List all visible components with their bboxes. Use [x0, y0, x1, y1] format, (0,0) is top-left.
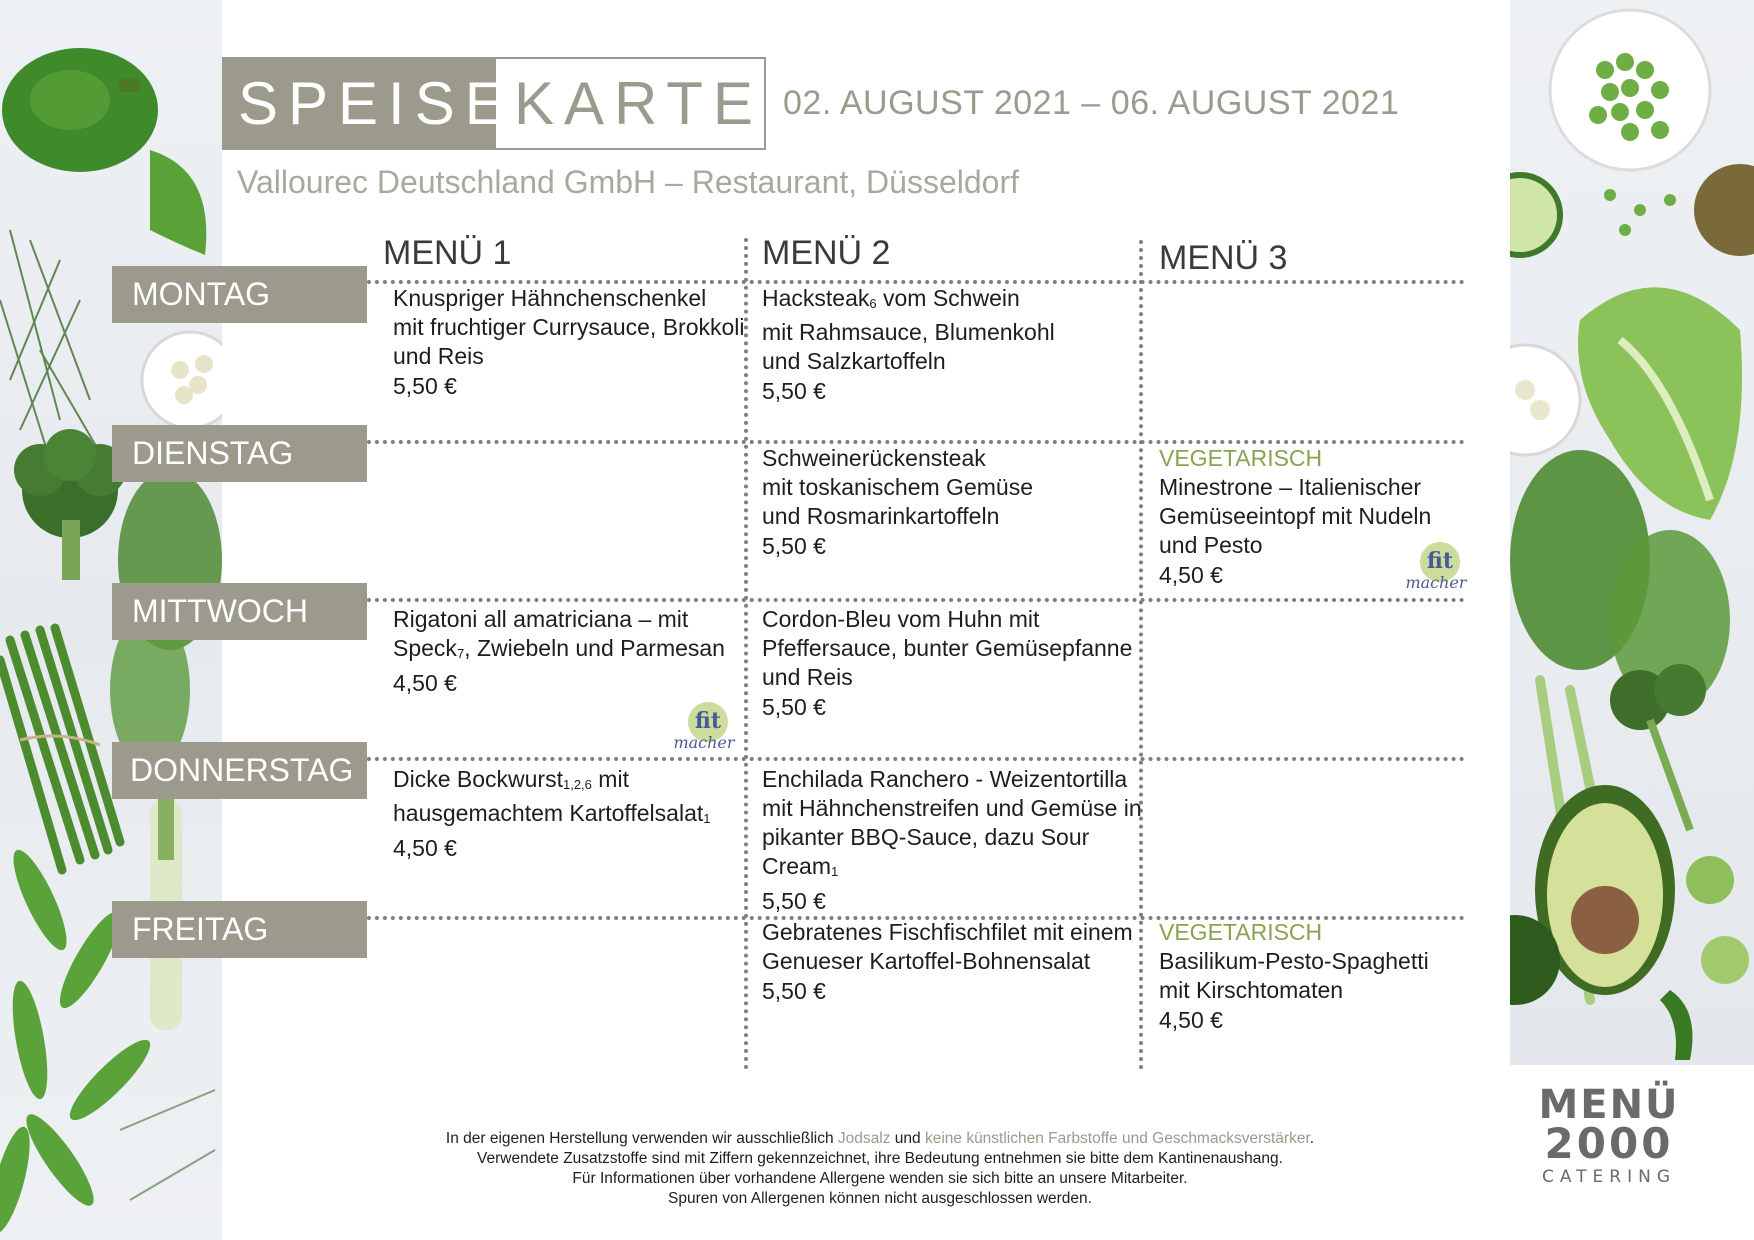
dish-price: 4,50 €	[1159, 562, 1223, 588]
dish-price: 4,50 €	[393, 835, 457, 861]
day-label-mittwoch: MITTWOCH	[112, 583, 367, 640]
dish-line: Genueser Kartoffel-Bohnensalat	[762, 948, 1091, 974]
dish-mittwoch-menu2	[762, 605, 1132, 722]
row-divider-mittwoch	[335, 598, 1465, 602]
fitmacher-stamp-icon	[668, 700, 742, 754]
dish-line: Pfeffersauce, bunter Gemüsepfanne	[762, 635, 1133, 661]
dish-line: mit Rahmsauce, Blumenkohl	[762, 319, 1055, 345]
dish-price: 5,50 €	[762, 694, 826, 720]
menu2000-catering-logo	[1514, 1080, 1704, 1190]
day-label-dienstag: DIENSTAG	[112, 425, 367, 482]
dish-price: 4,50 €	[393, 670, 457, 696]
dish-line: und Pesto	[1159, 532, 1263, 558]
dish-montag-menu1	[393, 284, 745, 401]
dish-price: 5,50 €	[393, 373, 457, 399]
footer-notes	[300, 1129, 1460, 1209]
vegetarian-tag: VEGETARISCH	[1159, 919, 1323, 945]
dish-price: 5,50 €	[762, 978, 826, 1004]
dish-line: Hacksteak$_6$ vom Schwein	[762, 285, 1020, 311]
vegetable-photo-right	[1510, 0, 1754, 1065]
dish-line: hausgemachtem Kartoffelsalat$_1$	[393, 800, 711, 826]
dish-line: Minestrone – Italienischer	[1159, 474, 1422, 500]
dish-price: 5,50 €	[762, 888, 826, 914]
dish-donnerstag-menu2	[762, 765, 1142, 916]
svg-text:MENÜ: MENÜ	[1538, 1082, 1680, 1128]
dish-freitag-menu3	[1159, 918, 1429, 1035]
svg-text:fit: fit	[1426, 548, 1454, 574]
dish-line: Gebratenes Fischfischfilet mit einem	[762, 919, 1133, 945]
dish-line: mit toskanischem Gemüse	[762, 474, 1033, 500]
dish-line: Cream$_1$	[762, 853, 839, 879]
svg-text:2000: 2000	[1544, 1119, 1674, 1168]
dish-mittwoch-menu1	[393, 605, 725, 698]
footer-line-4: Spuren von Allergenen können nicht ausgeschlossen werden.	[668, 1190, 1092, 1207]
footer-line-2: Verwendete Zusatzstoffe sind mit Ziffern gekennzeichnet, ihre Bedeutung entnehmen sie bitte dem Kantinenaushang.	[477, 1150, 1283, 1167]
svg-text:fit: fit	[694, 708, 722, 734]
dish-line: Rigatoni all amatriciana – mit	[393, 606, 689, 632]
dish-line: Dicke Bockwurst$_{1,2,6}$ mit	[393, 766, 629, 792]
day-label-freitag: FREITAG	[112, 901, 367, 958]
dish-price: 4,50 €	[1159, 1007, 1223, 1033]
footer-line-1: In der eigenen Herstellung verwenden wir ausschließlich Jodsalz und keine künstlichen Farbstoffe und Geschmacksverstärker.	[445, 1130, 1315, 1147]
svg-text:CATERING: CATERING	[1541, 1167, 1677, 1187]
dish-line: mit fruchtiger Currysauce, Brokkoli	[393, 314, 745, 340]
menu-1-header: MENÜ 1	[383, 234, 512, 272]
menu-2-header: MENÜ 2	[762, 234, 891, 272]
dish-line: mit Hähnchenstreifen und Gemüse in	[762, 795, 1142, 821]
day-label-donnerstag: DONNERSTAG	[112, 742, 367, 799]
dish-line: Basilikum-Pesto-Spaghetti	[1159, 948, 1429, 974]
dish-line: Gemüseeintopf mit Nudeln	[1159, 503, 1432, 529]
dish-line: und Reis	[393, 343, 484, 369]
dish-donnerstag-menu1	[393, 765, 711, 863]
fitmacher-stamp-icon	[1400, 540, 1474, 594]
day-label-montag: MONTAG	[112, 266, 367, 323]
vegetarian-tag: VEGETARISCH	[1159, 445, 1323, 471]
dish-line: pikanter BBQ-Sauce, dazu Sour	[762, 824, 1090, 850]
dish-line: und Rosmarinkartoffeln	[762, 503, 1000, 529]
column-divider-1	[744, 238, 748, 1070]
date-range: 02. AUGUST 2021 – 06. AUGUST 2021	[783, 84, 1400, 122]
dish-dienstag-menu2	[762, 444, 1033, 561]
dish-line: Cordon-Bleu vom Huhn mit	[762, 606, 1040, 632]
dish-line: und Reis	[762, 664, 853, 690]
dish-line: Enchilada Ranchero - Weizentortilla	[762, 766, 1128, 792]
dish-dienstag-menu3	[1159, 444, 1431, 590]
dish-montag-menu2	[762, 284, 1055, 406]
dish-price: 5,50 €	[762, 378, 826, 404]
menu-3-header: MENÜ 3	[1159, 239, 1288, 277]
dish-line: Schweinerückensteak	[762, 445, 986, 471]
title-speise: SPEISE	[222, 57, 496, 150]
dish-line: Knuspriger Hähnchenschenkel	[393, 285, 707, 311]
svg-text:macher: macher	[673, 733, 735, 752]
dish-line: und Salzkartoffeln	[762, 348, 946, 374]
dish-line: mit Kirschtomaten	[1159, 977, 1344, 1003]
title-karte: KARTE	[514, 70, 763, 137]
footer-line-3: Für Informationen über vorhandene Allergene wenden sie sich bitte an unsere Mitarbeiter.	[572, 1170, 1188, 1187]
dish-price: 5,50 €	[762, 533, 826, 559]
column-divider-2	[1139, 240, 1143, 1070]
svg-text:macher: macher	[1405, 573, 1467, 592]
row-divider-donnerstag	[335, 757, 1465, 761]
dish-line: Speck$_7$, Zwiebeln und Parmesan	[393, 635, 725, 661]
dish-freitag-menu2	[762, 918, 1133, 1006]
company-name: Vallourec Deutschland GmbH – Restaurant, Düsseldorf	[237, 164, 1019, 200]
